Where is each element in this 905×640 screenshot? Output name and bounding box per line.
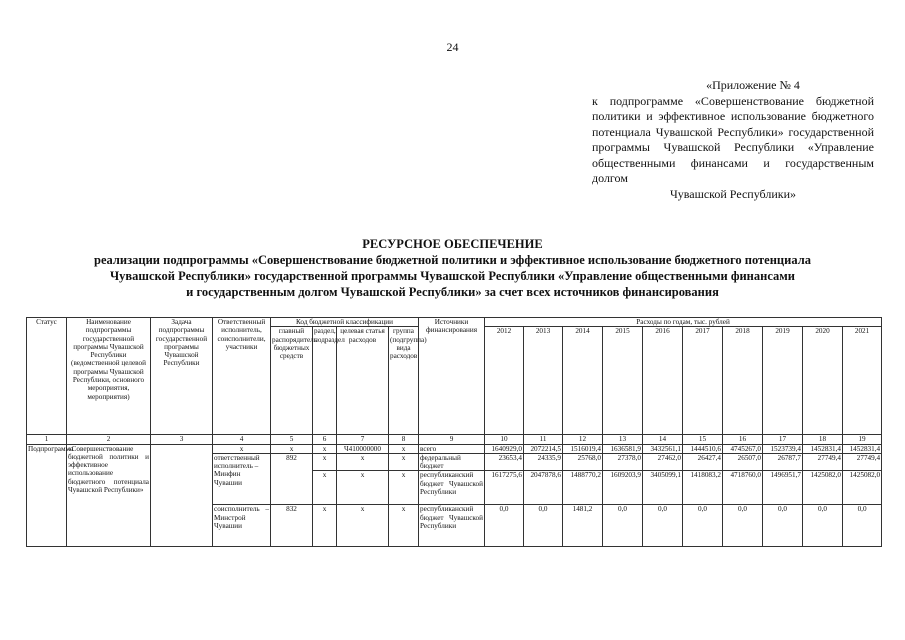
header-executor: Ответственный исполнитель, соисполнители, участники xyxy=(213,318,271,435)
target-cell: Ч410000000 xyxy=(337,444,389,453)
heading-line-2: реализации подпрограммы «Совершенствование бюджетной политики и эффективное использование бюджетного потенциала xyxy=(94,253,811,267)
value-cell: 26427,4 xyxy=(683,453,723,471)
group-cell: х xyxy=(389,505,419,547)
header-section: раздел, подраздел xyxy=(313,327,337,435)
target-cell: х xyxy=(337,505,389,547)
gr-cell: х xyxy=(271,444,313,453)
value-cell: 0,0 xyxy=(843,505,882,547)
source-cell: всего xyxy=(419,444,485,453)
value-cell: 23653,4 xyxy=(485,453,524,471)
section-cell: х xyxy=(313,471,337,505)
header-year: 2012 xyxy=(485,327,524,435)
section-cell: х xyxy=(313,444,337,453)
value-cell: 0,0 xyxy=(524,505,563,547)
col-number: 6 xyxy=(313,435,337,444)
value-cell: 1425082,0 xyxy=(843,471,882,505)
value-cell: 1444510,6 xyxy=(683,444,723,453)
value-cell: 4718760,0 xyxy=(723,471,763,505)
value-cell: 1496951,7 xyxy=(763,471,803,505)
page-number: 24 xyxy=(446,40,459,54)
col-number: 19 xyxy=(843,435,882,444)
header-year: 2021 xyxy=(843,327,882,435)
header-gr: главный распорядитель бюджетных средств xyxy=(271,327,313,435)
header-task: Задача подпрограммы государственной программы Чувашской Республики xyxy=(151,318,213,435)
header-year: 2017 xyxy=(683,327,723,435)
value-cell: 0,0 xyxy=(803,505,843,547)
value-cell: 4745267,0 xyxy=(723,444,763,453)
value-cell: 1488770,2 xyxy=(563,471,603,505)
col-number: 2 xyxy=(67,435,151,444)
col-number: 18 xyxy=(803,435,843,444)
value-cell: 25768,0 xyxy=(563,453,603,471)
value-cell: 1609203,9 xyxy=(603,471,643,505)
header-year: 2020 xyxy=(803,327,843,435)
col-number: 8 xyxy=(389,435,419,444)
value-cell: 1481,2 xyxy=(563,505,603,547)
col-number: 13 xyxy=(603,435,643,444)
source-cell: федеральный бюджет xyxy=(419,453,485,471)
appendix-title: «Приложение № 4 xyxy=(706,78,800,92)
value-cell: 24335,9 xyxy=(524,453,563,471)
value-cell: 2072214,5 xyxy=(524,444,563,453)
value-cell: 0,0 xyxy=(763,505,803,547)
header-budget-code: Код бюджетной классификации xyxy=(271,318,419,327)
header-year: 2019 xyxy=(763,327,803,435)
group-cell: х xyxy=(389,444,419,453)
value-cell: 1425082,0 xyxy=(803,471,843,505)
gr-cell: 892 xyxy=(271,453,313,505)
col-number: 5 xyxy=(271,435,313,444)
value-cell: 1516019,4 xyxy=(563,444,603,453)
col-number: 1 xyxy=(27,435,67,444)
col-number: 15 xyxy=(683,435,723,444)
value-cell: 27378,0 xyxy=(603,453,643,471)
executor-cell: соисполнитель – Минстрой Чувашии xyxy=(213,505,271,547)
source-cell: республиканский бюджет Чувашской Республики xyxy=(419,471,485,505)
target-cell: х xyxy=(337,453,389,471)
group-cell: х xyxy=(389,471,419,505)
value-cell: 1636581,9 xyxy=(603,444,643,453)
gr-cell: 832 xyxy=(271,505,313,547)
col-number: 12 xyxy=(563,435,603,444)
col-number: 11 xyxy=(524,435,563,444)
value-cell: 2047878,6 xyxy=(524,471,563,505)
subprogram-name-cell: «Совершенствование бюджетной политики и эффективное использование бюджетного потенциала Чувашской Республики» xyxy=(67,444,151,547)
value-cell: 1523739,4 xyxy=(763,444,803,453)
resource-table xyxy=(26,317,882,547)
appendix-last-line: Чувашской Республики» xyxy=(669,186,797,201)
col-number: 14 xyxy=(643,435,683,444)
appendix-note xyxy=(592,78,874,202)
value-cell: 3405099,1 xyxy=(643,471,683,505)
value-cell: 3432561,1 xyxy=(643,444,683,453)
col-number: 3 xyxy=(151,435,213,444)
source-cell: республиканский бюджет Чувашской Республики xyxy=(419,505,485,547)
col-number: 16 xyxy=(723,435,763,444)
header-expenses: Расходы по годам, тыс. рублей xyxy=(485,318,882,327)
header-year: 2016 xyxy=(643,327,683,435)
header-sources: Источники финансирования xyxy=(419,318,485,435)
header-year: 2014 xyxy=(563,327,603,435)
header-year: 2015 xyxy=(603,327,643,435)
value-cell: 0,0 xyxy=(603,505,643,547)
heading-line-3: Чувашской Республики» государственной программы Чувашской Республики «Управление общественными финансами xyxy=(109,269,795,283)
value-cell: 0,0 xyxy=(643,505,683,547)
header-target: целевая статья расходов xyxy=(337,327,389,435)
value-cell: 26507,0 xyxy=(723,453,763,471)
value-cell: 1418083,2 xyxy=(683,471,723,505)
header-year: 2013 xyxy=(524,327,563,435)
col-number: 4 xyxy=(213,435,271,444)
status-cell: Подпрограмма xyxy=(27,444,67,547)
header-year: 2018 xyxy=(723,327,763,435)
task-cell xyxy=(151,444,213,547)
value-cell: 0,0 xyxy=(723,505,763,547)
section-cell: х xyxy=(313,505,337,547)
table-row xyxy=(27,444,882,453)
col-number: 7 xyxy=(337,435,389,444)
col-number: 17 xyxy=(763,435,803,444)
value-cell: 0,0 xyxy=(683,505,723,547)
value-cell: 1640929,0 xyxy=(485,444,524,453)
appendix-body: к подпрограмме «Совершенствование бюджетной политики и эффективное использование бюджетного потенциала Чувашской Республики» государственной программы Чувашской Республики «Управление общественными финансами и государственным долгом xyxy=(592,93,874,185)
value-cell: 1452831,4 xyxy=(843,444,882,453)
value-cell: 27749,4 xyxy=(843,453,882,471)
value-cell: 27749,4 xyxy=(803,453,843,471)
executor-cell: ответственный исполнитель – Минфин Чувашии xyxy=(213,453,271,505)
heading-line-4: и государственным долгом Чувашской Республики» за счет всех источников финансирования xyxy=(186,285,719,299)
header-status: Статус xyxy=(27,318,67,435)
value-cell: 27462,0 xyxy=(643,453,683,471)
value-cell: 0,0 xyxy=(485,505,524,547)
section-cell: х xyxy=(313,453,337,471)
header-name: Наименование подпрограммы государственной программы Чувашской Республики (ведомственной целевой программы Чувашской Республики, основного мероприятия, мероприятия) xyxy=(67,318,151,435)
executor-cell: х xyxy=(213,444,271,453)
header-group: группа (подгруппа) вида расходов xyxy=(389,327,419,435)
value-cell: 1617275,6 xyxy=(485,471,524,505)
value-cell: 26787,7 xyxy=(763,453,803,471)
group-cell: х xyxy=(389,453,419,471)
document-heading xyxy=(20,236,885,300)
target-cell: х xyxy=(337,471,389,505)
col-number: 9 xyxy=(419,435,485,444)
heading-line-1: РЕСУРСНОЕ ОБЕСПЕЧЕНИЕ xyxy=(362,237,543,251)
col-number: 10 xyxy=(485,435,524,444)
value-cell: 1452831,4 xyxy=(803,444,843,453)
